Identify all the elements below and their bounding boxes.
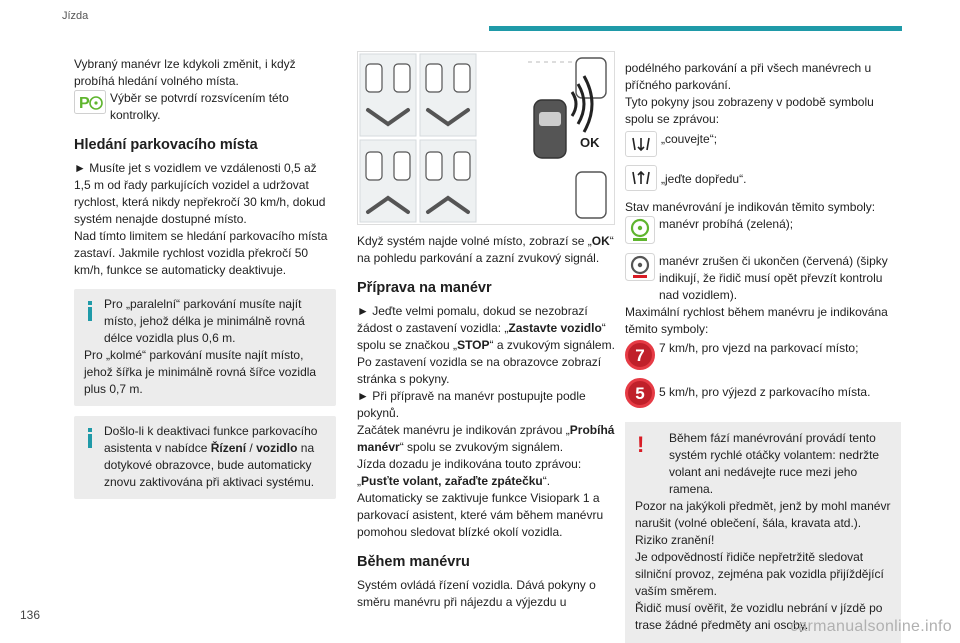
info-icon	[86, 301, 94, 326]
warning-text: Pozor na jakýkoli předmět, jenž by mohl manévr narušit (volné oblečení, šála, kravata atd.). Riziko zranění!	[635, 499, 891, 547]
paragraph: Když systém najde volné místo, zobrazí se „OK“ na pohledu parkování a zazní zvukový signál.	[357, 234, 614, 265]
warning-text: Během fází manévrování provádí tento systém rychlé otáčky volantem: nedržte volant ani nedávejte ruce mezi jeho ramena.	[669, 431, 880, 496]
symbol-row-reverse	[625, 131, 901, 157]
parking-assist-indicator-icon	[74, 90, 106, 119]
steering-wheel-red-icon	[625, 253, 655, 286]
column-left	[74, 56, 336, 499]
warning-text: Je odpovědností řidiče nepřetržitě sledovat silniční provoz, zejména pak vozidla přijíždějící vaším směrem.	[635, 550, 884, 598]
paragraph: ► Při přípravě na manévr postupujte podle pokynů.	[357, 389, 586, 420]
info-note-deactivation	[74, 416, 336, 499]
paragraph: ► Jeďte velmi pomalu, dokud se nezobrazí žádost o zastavení vozidla: „Zastavte vozidlo“ spolu se značkou „STOP“ a zvukovým signálem.	[357, 304, 615, 352]
symbol-text: „jeďte dopředu“.	[661, 172, 747, 186]
paragraph: Maximální rychlost během manévru je indikována těmito symboly:	[625, 305, 888, 336]
note-text: Pro „paralelní“ parkování musíte najít místo, jehož délka je minimálně rovná délce vozidla plus 0,6 m.	[104, 297, 305, 345]
speed-text: 5 km/h, pro výjezd z parkovacího místa.	[659, 385, 871, 399]
column-right	[625, 60, 901, 643]
speed-limit-5-icon: 5	[625, 378, 655, 408]
state-row-red	[625, 253, 901, 304]
paragraph: Začátek manévru je indikován zprávou „Probíhá manévr“ spolu se zvukovým signálem.	[357, 423, 615, 454]
paragraph: Po zastavení vozidla se na obrazovce zobrazí stránka s pokyny.	[357, 355, 602, 386]
paragraph: Automaticky se zaktivuje funkce Visiopark 1 a parkovací asistent, které vám během manévru pomohou sledovat blízké okolí vozidla.	[357, 491, 604, 539]
indicator-row	[74, 90, 336, 124]
figure-ok-label: OK	[580, 135, 600, 150]
state-text: manévr probíhá (zelená);	[659, 217, 794, 231]
header-accent-bar	[489, 26, 902, 31]
heading-search: Hledání parkovacího místa	[74, 137, 258, 153]
note-text: Pro „kolmé“ parkování musíte najít místo, jehož šířka je minimálně rovná šířce vozidla plus 0,7 m.	[84, 348, 317, 396]
symbol-text: „couvejte“;	[661, 132, 718, 146]
speed-text: 7 km/h, pro vjezd na parkovací místo;	[659, 341, 859, 355]
paragraph: podélného parkování a při všech manévrech u příčného parkování.	[625, 61, 872, 92]
paragraph: Nad tímto limitem se hledání parkovacího místa zastaví. Jakmile rychlost vozidla překročí 50 km/h, funkce se automaticky deaktivuje.	[74, 229, 328, 277]
paragraph: Tyto pokyny jsou zobrazeny v podobě symbolu spolu se zprávou:	[625, 95, 874, 126]
running-header: Jízda	[62, 10, 89, 22]
paragraph: Stav manévrování je indikován těmito symboly:	[625, 200, 876, 214]
warning-note	[625, 422, 901, 643]
svg-text:P: P	[79, 95, 90, 112]
info-icon	[86, 428, 94, 453]
column-middle	[357, 51, 619, 611]
state-row-green	[625, 216, 901, 249]
parking-illustration	[357, 51, 615, 225]
reverse-arrows-icon	[625, 131, 657, 157]
steering-wheel-green-icon	[625, 216, 655, 249]
warning-exclamation-icon: !	[637, 432, 645, 457]
paragraph: Jízda dozadu je indikována touto zprávou:	[357, 457, 582, 471]
paragraph: Vybraný manévr lze kdykoli změnit, i když probíhá hledání volného místa.	[74, 57, 296, 88]
paragraph: „Pusťte volant, zařaďte zpátečku“.	[357, 474, 551, 488]
note-text: Došlo-li k deaktivaci funkce parkovacího asistenta v nabídce Řízení / vozidlo na dotykové obrazovce, bude automaticky znovu zaktivována při aktivaci systému.	[104, 424, 318, 489]
warning-text: Řidič musí ověřit, že vozidlu nebrání v jízdě po trase žádné předměty ani osoby.	[635, 601, 883, 632]
state-text: manévr zrušen či ukončen (červená) (šipky indikují, že řidič musí opět převzít kontrolu nad vozidlem).	[659, 254, 888, 302]
indicator-text: Výběr se potvrdí rozsvícením této kontrolky.	[110, 91, 289, 122]
heading-preparation: Příprava na manévr	[357, 280, 492, 296]
speed-row-7	[625, 340, 901, 370]
watermark: carmanualsonline.info	[790, 618, 952, 635]
page-number: 136	[20, 608, 41, 622]
heading-during: Během manévru	[357, 554, 470, 570]
forward-arrows-icon	[625, 165, 657, 191]
paragraph: Systém ovládá řízení vozidla. Dává pokyny o směru manévru při nájezdu a výjezdu u	[357, 578, 596, 609]
speed-limit-7-icon: 7	[625, 340, 655, 370]
speed-row-5	[625, 378, 901, 408]
symbol-row-forward	[625, 165, 901, 191]
info-note-dimensions	[74, 289, 336, 406]
paragraph: ► Musíte jet s vozidlem ve vzdálenosti 0,5 až 1,5 m od řady parkujících vozidel a udržovat rychlost, která nikdy nepřekročí 30 km/h, dokud systém nenajde dostupné místo.	[74, 161, 326, 226]
